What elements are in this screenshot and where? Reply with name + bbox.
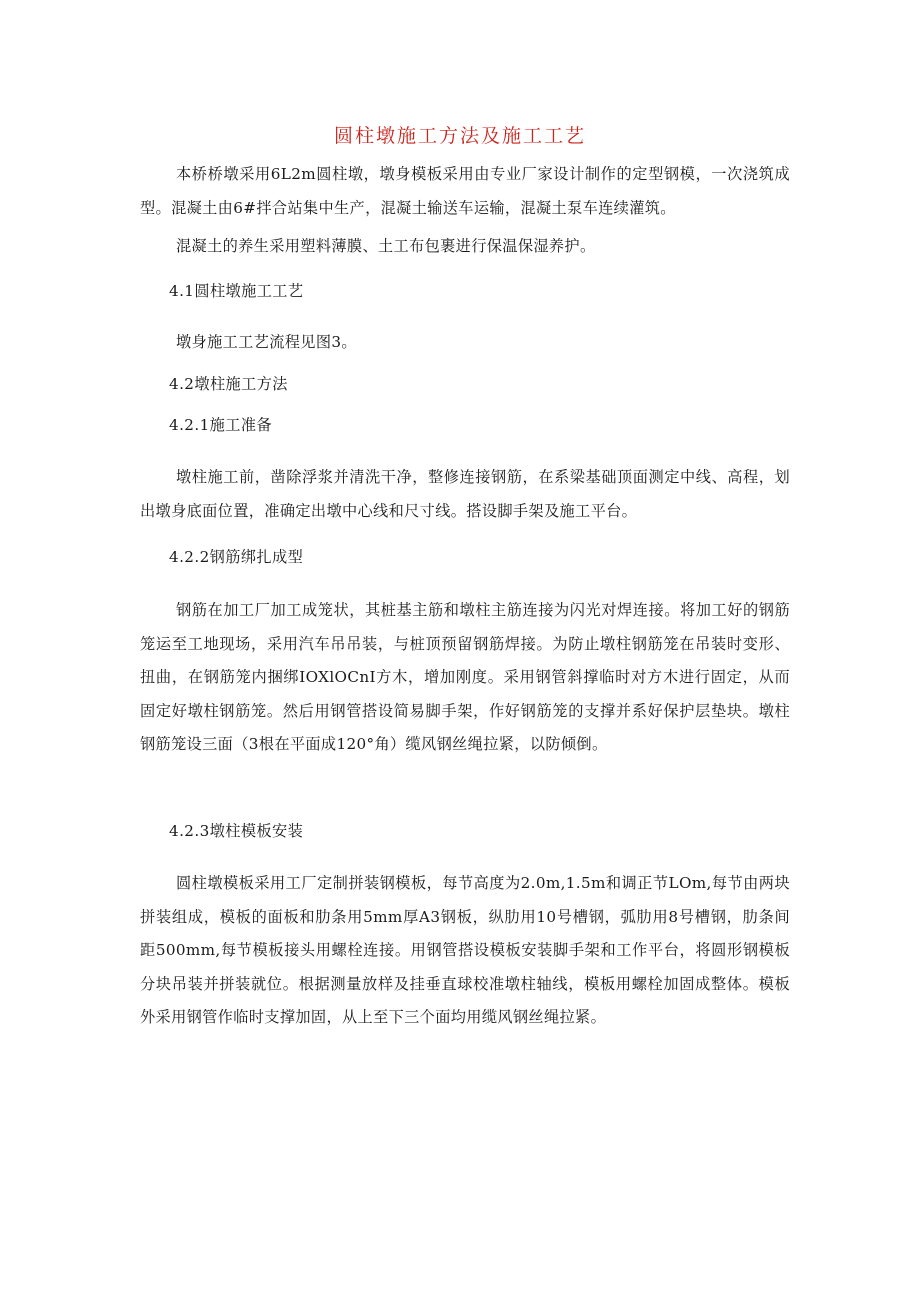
section-4-2-3-text: 圆柱墩模板采用工厂定制拼装钢模板，每节高度为2.0m,1.5m和调正节LOm,每节由两块拼装组成，模板的面板和肋条用5mm厚A3钢板，纵肋用10号槽钢，弧肋用8号槽钢，肋条间距500mm,每节模板接头用螺栓连接。用钢管搭设模板安装脚手架和工作平台，将圆形钢模板分块吊装并拼装就位。根据测量放样及挂垂直球校准墩柱轴线，模板用螺栓加固成整体。模板外采用钢管作临时支撑加固，从上至下三个面均用缆风钢丝绳拉紧。 (140, 874, 790, 1026)
section-4-2-1-text: 墩柱施工前，凿除浮浆并清洗干净，整修连接钢筋，在系梁基础顶面测定中线、高程，划出墩身底面位置，准确定出墩中心线和尺寸线。搭设脚手架及施工平台。 (140, 468, 790, 520)
section-4-1-text: 墩身施工工艺流程见图3。 (176, 333, 357, 351)
section-4-1-heading: 4.1圆柱墩施工工艺 (169, 282, 304, 300)
section-4-2-1-heading: 4.2.1施工准备 (169, 416, 272, 434)
section-4-2-heading: 4.2墩柱施工方法 (169, 375, 288, 393)
section-4-2-3-heading: 4.2.3墩柱模板安装 (169, 822, 304, 840)
document-title: 圆柱墩施工方法及施工工艺 (333, 125, 586, 147)
section-4-2-2-text: 钢筋在加工厂加工成笼状，其桩基主筋和墩柱主筋连接为闪光对焊连接。将加工好的钢筋笼运至工地现场，采用汽车吊吊装，与桩顶预留钢筋焊接。为防止墩柱钢筋笼在吊装时变形、扭曲，在钢筋笼内捆绑IOXlOCnI方木，增加刚度。采用钢管斜撑临时对方木进行固定，从而固定好墩柱钢筋笼。然后用钢管搭设简易脚手架，作好钢筋笼的支撑并系好保护层垫块。墩柱钢筋笼设三面（3根在平面成120°角）缆风钢丝绳拉紧，以防倾倒。 (140, 601, 790, 753)
intro-paragraph-1: 本桥桥墩采用6L2m圆柱墩，墩身模板采用由专业厂家设计制作的定型钢模，一次浇筑成型。混凝土由6#拌合站集中生产，混凝土输送车运输，混凝土泵车连续灌筑。 (140, 165, 790, 217)
intro-paragraph-2: 混凝土的养生采用塑料薄膜、土工布包裹进行保温保湿养护。 (176, 237, 596, 255)
section-4-2-2-heading: 4.2.2钢筋绑扎成型 (169, 548, 304, 566)
